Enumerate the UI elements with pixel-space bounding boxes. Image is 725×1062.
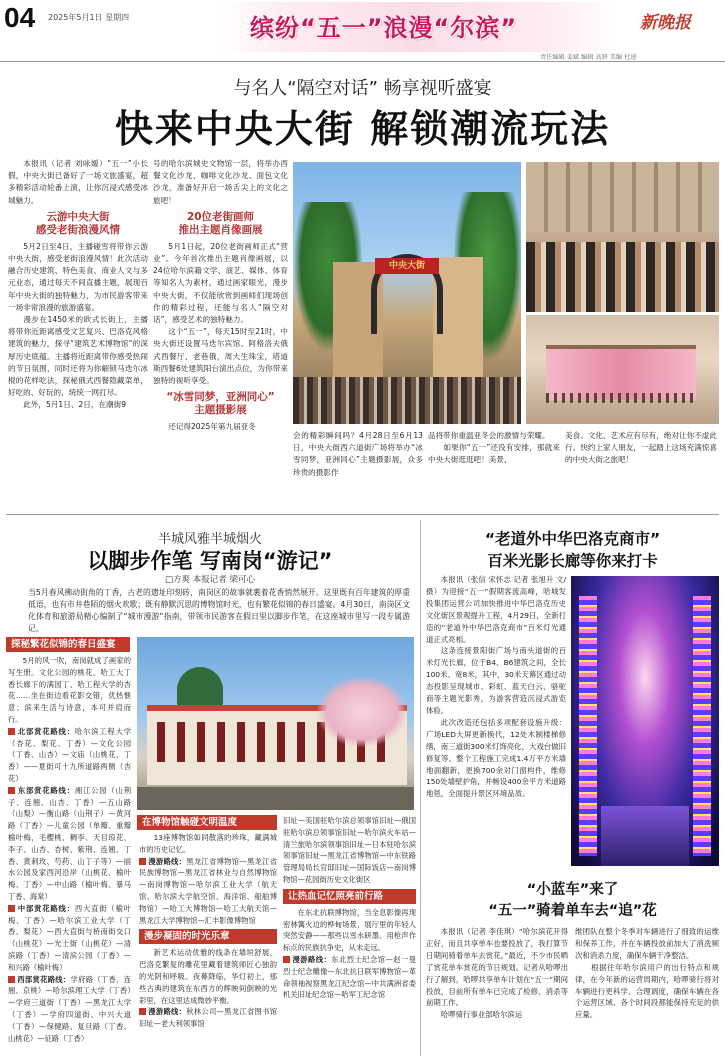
building-facade xyxy=(526,162,719,232)
paragraph: 会的精彩瞬间吗？4月28日至6月13日，中央大街西六道街广场将举办“冰雪同梦，亚洲同心”主题摄影展，众多珍贵的摄影作 xyxy=(293,431,423,477)
balcony-stage xyxy=(546,345,696,400)
blossom-tree xyxy=(317,677,407,747)
crowd xyxy=(526,242,719,312)
vertical-divider xyxy=(420,520,421,1056)
paragraph: 旧址—美国驻哈尔滨总领事馆旧址—俄国驻哈尔滨总领事馆旧址—哈尔滨火车站—清兰旅哈尔滨领事馆旧址—日本驻哈尔滨领事馆旧址—黑龙江省博物馆—中东铁路管理局局长官邸旧址—国际饭店—南岗博物馆—花园街历史文化街区 xyxy=(283,816,416,884)
story2-intro: 当5月春风拂动街角的丁香，古老的遗址印刻砖，南岗区的故事就裹着花香悄然展开。这里既有百年建筑的厚重低语，也有市井巷陌的烟火欢歌；既有静默沉思的博物馆时光，也有繁花似锦的春日盛宴。4月30日，南岗区文化体育和旅游局精心编制了“城市漫游”指南，带领市民游客在假日里以脚步作笔，在这座城市里写一段专属游记。 xyxy=(28,588,410,633)
route-text: 东北烈士纪念馆—赵一曼烈士纪念雕像—东北抗日联军博物馆—革命领袖视察黑龙江纪念馆—中共满洲省委机关旧址纪念馆—哈军工纪念馆 xyxy=(283,954,416,1000)
subhead-painters: 20位老街画师 推出主题肖像画展 xyxy=(178,210,263,236)
route-text: 学府路（丁香、连翘、京桃）—哈尔滨理工大学（丁香）—学府三道街（丁香）—黑龙江大学（丁香）—学府四道街、中兴大道（丁香）—保健路、复旦路（丁香、山桃花）—征路（丁香） xyxy=(8,974,131,1043)
paragraph: 5月2日至4日，主播碰雪将带你云游中央大街，感受老街浪漫风情！此次活动融合历史建筑、特色美食、商业人文与多元业态，通过每天不间直播主题，展现百年中央大街的独特魅力，为市民游客带来一场非常浪漫的旅游盛宴。 xyxy=(8,241,148,312)
paragraph: 5月的风一吹，南岗就成了画家的写生册。文化公园的桃花、哈工大丁香长廊下的满园丁、哈工程大学的杏花……坐在街边看花影交错，优热惬意；滨来生活与诗意，本可并肩而行。 xyxy=(8,656,131,724)
route-text: 哈尔滨工程大学（杏花、梨花、丁香）—文化公园（丁香、山杏）—文庙（山桃花、丁香）——夏街可十九所道路两侧（杏花） xyxy=(8,726,131,783)
newspaper-logo: 新晚报 xyxy=(640,13,691,33)
route-west xyxy=(8,974,131,1045)
historic-building-photo xyxy=(137,637,414,810)
route-text: 湘江公园（山荆子、连翘、山杏、丁香）—五山路（山梨）—衡山路（山荆子）—黄河路（丁香）—儿童公园（单瓣、重瓣榆叶梅，毛樱桃、稠李、天目琼花、李子、山杏、杏树、紫荆、连翘、丁香、黄刺玫、芍药、山丁子等）—丽水公园及家西河沿岸（山桃花、榆叶梅、丁香）—中山路（榆叶梅、暴马丁香、海棠） xyxy=(8,785,131,901)
bullet-icon xyxy=(8,728,15,735)
gate-sign: 中央大街 xyxy=(375,258,439,274)
memory-route xyxy=(283,954,416,1001)
route-north xyxy=(8,726,131,785)
issue-date: 2025年5月1日 星期四 xyxy=(48,13,130,22)
painters-photo xyxy=(526,162,719,312)
light-corridor-photo xyxy=(571,576,719,866)
page-number: 04 xyxy=(4,2,36,33)
lead-col-4 xyxy=(428,430,560,510)
route-label: 中部赏花路线： xyxy=(17,903,75,913)
story2-kicker: 半城风雅半城烟火 xyxy=(157,532,262,547)
paragraph: 13座博物馆如同散落的珍珠，藏满城市的历史记忆。 xyxy=(139,833,277,854)
paragraph: 品将带你重温亚冬会的激情与荣耀。 如果你“五一”还没有安排，那就来中央大街逛逛吧！美景、 xyxy=(428,431,560,465)
story2-col-1 xyxy=(8,655,131,1057)
lead-col-1 xyxy=(8,158,148,510)
dome xyxy=(177,667,223,707)
paragraph: 美食、文化、艺术应有尽有，绝对让你不虚此行。快约上家人朋友，一起踏上这场充满惊喜的中央大街之旅吧！ xyxy=(565,431,717,465)
lead-kicker: 与名人“隔空对话” 畅享视听盛宴 xyxy=(233,78,492,99)
route-text: 西大直街（榆叶梅、丁香）—哈尔滨工业大学（丁香、梨花）—西大直街与桥南街交口（山桃花）—光士街（山桃花）—清滨路（丁香）—清滨公园（丁香）—和兴路（榆叶梅） xyxy=(8,903,131,972)
lead-intro: 本报讯（记者 刘咏嫒）“五一”小长假，中央大街已备好了一场文旅盛宴，超多精彩活动轮番上演，让你沉浸式感受冰城魅力。 xyxy=(8,159,148,205)
section-bar-architecture: 漫步凝固的时光乐章 xyxy=(139,929,277,944)
banner-title: 缤纷“五一”浪漫“尔滨” xyxy=(250,14,518,42)
lead-col-3 xyxy=(293,430,423,510)
light-strip-left xyxy=(579,596,597,856)
crowd xyxy=(293,377,521,424)
paragraph: 这个“五一”，每天15时至21时，中央大街还设置马迭尔宾馆、阿格洛夫俄式西餐厅、老巷俄，周大生珠宝，塔道斯西餐6处建筑阳台演出点位，为你带来独特的视听享受。 xyxy=(153,327,288,386)
bullet-icon xyxy=(8,905,15,912)
subhead-photo-exhibition: “冰雪同梦，亚洲同心” 主题摄影展 xyxy=(166,391,275,417)
ground xyxy=(137,787,414,810)
story2-byline: □方爽 本报记者 梁可心 xyxy=(165,575,255,585)
paragraph: 新艺术运动优雅的线条在墙垣舒展，巴洛克繁复的雕花里藏着建筑师匠心独韵的光阴和呼吸。夜幕降临，华灯初上，那些古典的建筑在东西方的辉映间倒映的光彩里，在这里达成微妙平衡。 xyxy=(139,948,277,1005)
lead-col-5 xyxy=(565,430,717,510)
section-bar-flowers: 探秘繁花似锦的春日盛宴 xyxy=(6,637,130,652)
paragraph: 本报讯（记者 李佳琪）“哈尔滨花开得正好，而且共享单车也要投放了，我打算节日期间骑着单车去赏花。”最近，不少市民晒了赏花单车赏花的节日规划。记者从哈啰出行了解到，哈啰共享单车计划在“五一”期间投放，目前所有单车已完成了检修、消杀等前期工作。 哈啰骑行事业部哈尔滨运 xyxy=(426,927,568,1020)
route-text: 秋林公司—黑龙江省图书馆旧址—老大利领事馆 xyxy=(139,1007,277,1029)
subhead-cloud-tour: 云游中央大街 感受老街浪漫风情 xyxy=(36,210,120,236)
lead-headline: 快来中央大街 解锁潮流玩法 xyxy=(114,107,611,151)
editor-credits: 责任编辑 姜斌 编辑 高妍 美编 杜速 xyxy=(540,54,637,61)
bullet-icon xyxy=(8,787,15,794)
bullet-icon xyxy=(139,858,146,865)
bullet-icon xyxy=(8,976,15,983)
divider xyxy=(6,514,719,515)
paragraph: 还记得2025年第九届亚冬 xyxy=(168,422,256,432)
route-label: 漫游路线： xyxy=(148,1007,187,1017)
story3-headline: “老道外中华巴洛克商市” 百米光影长廊等你来打卡 xyxy=(484,530,661,570)
corridor-floor xyxy=(601,806,689,866)
central-street-photo xyxy=(293,162,521,424)
paragraph: 这条连接景阳街广场与南头道街的百米灯光长廊，位于B4、B6建筑之间，全长100米、宽8米，其中，30米天幕区通过动态投影呈现城市、彩虹、蓝天白云、骆驼商等主题光影秀，为游客营造沉浸式游览体验。 xyxy=(426,646,566,715)
balcony-performance-photo xyxy=(526,315,719,424)
paragraph: 本报讯（张信 宋怀志 记者 张旭升 文/摄）为迎接“五一”假期客流高峰，哈城发投集团运营公司加快推进中华巴洛克历史文化街区景观提升工程，4月29日，全新打造的“老道外中华巴洛克商市”百米灯光通道正式亮相。 xyxy=(426,575,566,644)
story3-col-b1 xyxy=(426,926,568,1057)
section-bar-museum: 在博物馆触碰文明温度 xyxy=(137,815,277,830)
paragraph: 维团队在整个冬季对车辆进行了细致的运维和保养工作，并在车辆投放前加大了消洗频次和消杀力度，确保车辆干净整洁。 根据往年哈尔滨用户的出行特点和规律，在今年新的运营周期内，哈啰骑行将对车辆进行更科学、合理调度，确保车辆在各个运营区域、各个时间段都能保持充足的供应量。 xyxy=(575,927,719,1020)
museum-route xyxy=(139,856,277,927)
route-text: 黑龙江省博物馆—黑龙江省民族博物馆—黑龙江省林业与自然博物馆—南岗博物馆—哈尔滨工业大学（航天馆、哈尔滨大学航空馆、海洋馆、船舶博物馆）—哈工大博物馆—哈工大航天馆—黑龙江大学博物馆—汇丰影像博物馆 xyxy=(139,856,277,925)
bullet-icon xyxy=(139,1008,146,1015)
bullet-icon xyxy=(283,956,290,963)
architecture-route xyxy=(139,1006,277,1030)
story3-col-b2 xyxy=(575,926,719,1057)
page-header xyxy=(0,0,725,62)
section-bar-red-memory: 让热血记忆照亮前行路 xyxy=(283,889,416,904)
route-central xyxy=(8,903,131,974)
lead-col-2 xyxy=(153,158,288,510)
paragraph: 在东北抗联博物馆，当全息影像再现密林篝火边的桦甸场景，展厅里的年轻人突然安静——那些以雪水研墨、用枪声作标点的民族抗争史，从未走远。 xyxy=(283,907,416,953)
paragraph: 5月1日起，20位老街画师正式“营业”。今年首次推出主题肖像画展，以24位哈尔滨籍文学、演艺、媒体、体育等知名人为素材，通过画家眼光，漫步中央大街，不仅能欣赏到画师们现场创作的精彩过程，还能与名人“隔空对话”，感受艺术的独特魅力。 xyxy=(153,241,288,325)
paragraph: 此外，5月1日、2日，在潮街9 xyxy=(23,400,127,410)
route-east xyxy=(8,785,131,903)
story3-subheadline: “小蓝车”来了 “五一”骑着单车去“追”花 xyxy=(488,882,657,919)
paragraph: 此次改造还包括多项配套设施升级：广场LED大屏更新换代，12处木制楼梯修缮，南三道街300米灯饰亮化，大戏台做旧修复等。整个工程施工完成1.4万平方米墙地面翻新，更换700余对门窗构件，维修150处墙壁护角，并畅设400余平方米道路地毯，全面提升景区环境品质。 xyxy=(426,717,566,799)
balcony-railing xyxy=(546,393,696,403)
route-label: 北部赏花路线： xyxy=(17,726,75,736)
route-label: 漫游路线： xyxy=(148,856,187,866)
story2-headline: 以脚步作笔 写南岗“游记” xyxy=(87,549,333,573)
paragraph: 漫步在1450米的欧式长街上，主播将带你近距离感受文艺复兴、巴洛克风格建筑的魅力，探寻“建筑艺术博物馆”的深厚历史底蕴。主播将近距离带你感受热闹的节日氛围，同时还将为你解锁马迭尔冰棍的花样吃法，探秘俄式西餐隐藏菜单，好吃的、好玩的，统统一网打尽。 xyxy=(8,315,148,398)
story3-col-1 xyxy=(426,574,566,866)
paragraph: 号的哈尔滨城史文物馆一层，将举办西餐文化沙龙、咖啡文化沙龙、面包文化沙龙，准备好开启一场舌尖上的文化之旅吧！ xyxy=(153,159,288,205)
light-strip-right xyxy=(693,596,711,856)
route-label: 西部赏花路线： xyxy=(17,974,71,984)
story2-col-3 xyxy=(283,815,416,1057)
story2-col-2 xyxy=(139,832,277,1057)
route-label: 漫游路线： xyxy=(292,954,332,964)
route-label: 东部赏花路线： xyxy=(17,785,75,795)
